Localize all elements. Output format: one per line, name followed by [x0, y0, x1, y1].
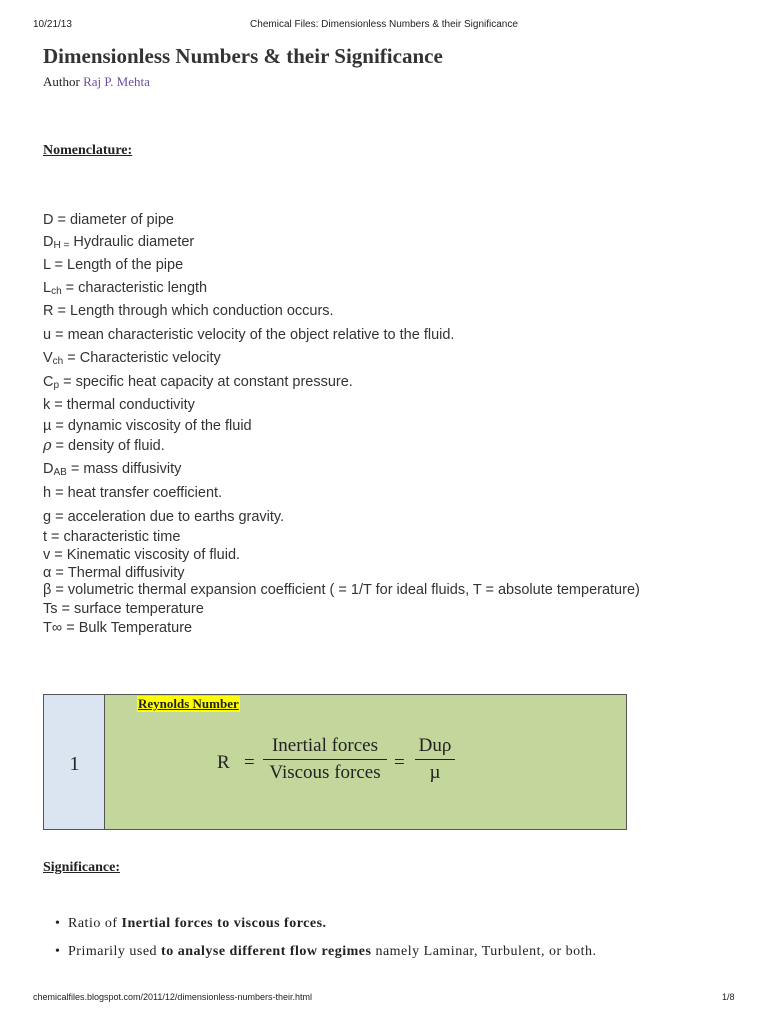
formula-fraction-forces — [263, 735, 387, 784]
nomenclature-item: h = heat transfer coefficient. — [43, 485, 223, 501]
nomenclature-item: t = characteristic time — [43, 529, 181, 545]
footer-page-number: 1/8 — [722, 992, 735, 1002]
significance-bullet: • Ratio of Inertial forces to viscous forces. — [55, 916, 327, 931]
formula-equals: = — [244, 752, 255, 773]
page-title: Dimensionless Numbers & their Significance — [43, 44, 443, 68]
fraction-denominator: Viscous forces — [269, 762, 381, 783]
author-line — [43, 74, 150, 90]
nomenclature-item: β = volumetric thermal expansion coefficient ( = 1/T for ideal fluids, T = absolute temperature) — [43, 582, 640, 598]
nomenclature-item: v = Kinematic viscosity of fluid. — [43, 547, 241, 563]
nomenclature-item: T∞ = Bulk Temperature — [43, 620, 193, 636]
fraction-numerator: Duρ — [418, 735, 452, 756]
reynolds-number-index-cell — [43, 694, 105, 830]
header-page-title: Chemical Files: Dimensionless Numbers & their Significance — [250, 19, 518, 30]
nomenclature-item: Ts = surface temperature — [43, 601, 204, 617]
nomenclature-item: L = Length of the pipe — [43, 257, 184, 273]
nomenclature-item: $D_{H =}$ Hydraulic diameter — [43, 234, 195, 251]
author-label: Author — [43, 74, 80, 89]
nomenclature-item: k = thermal conductivity — [43, 397, 195, 413]
significance-bullet: • Primarily used to analyse different flow regimes namely Laminar, Turbulent, or both. — [55, 944, 597, 959]
nomenclature-item: D = diameter of pipe — [43, 212, 174, 228]
formula-equals: = — [394, 752, 405, 773]
bullet-dot-icon: • — [55, 944, 60, 959]
nomenclature-item: α = Thermal diffusivity — [43, 565, 185, 581]
nomenclature-item: $V_{ch}$ = Characteristic velocity — [43, 350, 221, 367]
author-name-link[interactable]: Raj P. Mehta — [83, 74, 150, 89]
nomenclature-item: ρ = density of fluid. — [43, 438, 165, 454]
fraction-denominator: µ — [429, 762, 441, 783]
nomenclature-item: $D_{AB}$ = mass diffusivity — [43, 461, 182, 478]
nomenclature-item: g = acceleration due to earths gravity. — [43, 509, 285, 525]
fraction-numerator: Inertial forces — [271, 735, 379, 756]
nomenclature-item: $C_p$ = specific heat capacity at constant pressure. — [43, 374, 353, 391]
formula-fraction-variables — [415, 735, 455, 784]
nomenclature-item: $L_{ch}$ = characteristic length — [43, 280, 208, 297]
bullet-dot-icon: • — [55, 916, 60, 931]
reynolds-formula-cell — [104, 694, 627, 830]
reynolds-index: 1 — [69, 753, 80, 775]
footer-url: chemicalfiles.blogspot.com/2011/12/dimensionless-numbers-their.html — [33, 992, 312, 1002]
reynolds-label: Reynolds Number — [138, 696, 239, 711]
nomenclature-item: u = mean characteristic velocity of the object relative to the fluid. — [43, 327, 455, 343]
significance-heading: Significance: — [43, 860, 120, 875]
formula-lhs: R — [217, 752, 230, 773]
nomenclature-heading: Nomenclature: — [43, 143, 133, 158]
nomenclature-item: µ = dynamic viscosity of the fluid — [43, 418, 252, 434]
nomenclature-item: R = Length through which conduction occurs. — [43, 303, 334, 319]
header-date: 10/21/13 — [33, 19, 72, 30]
